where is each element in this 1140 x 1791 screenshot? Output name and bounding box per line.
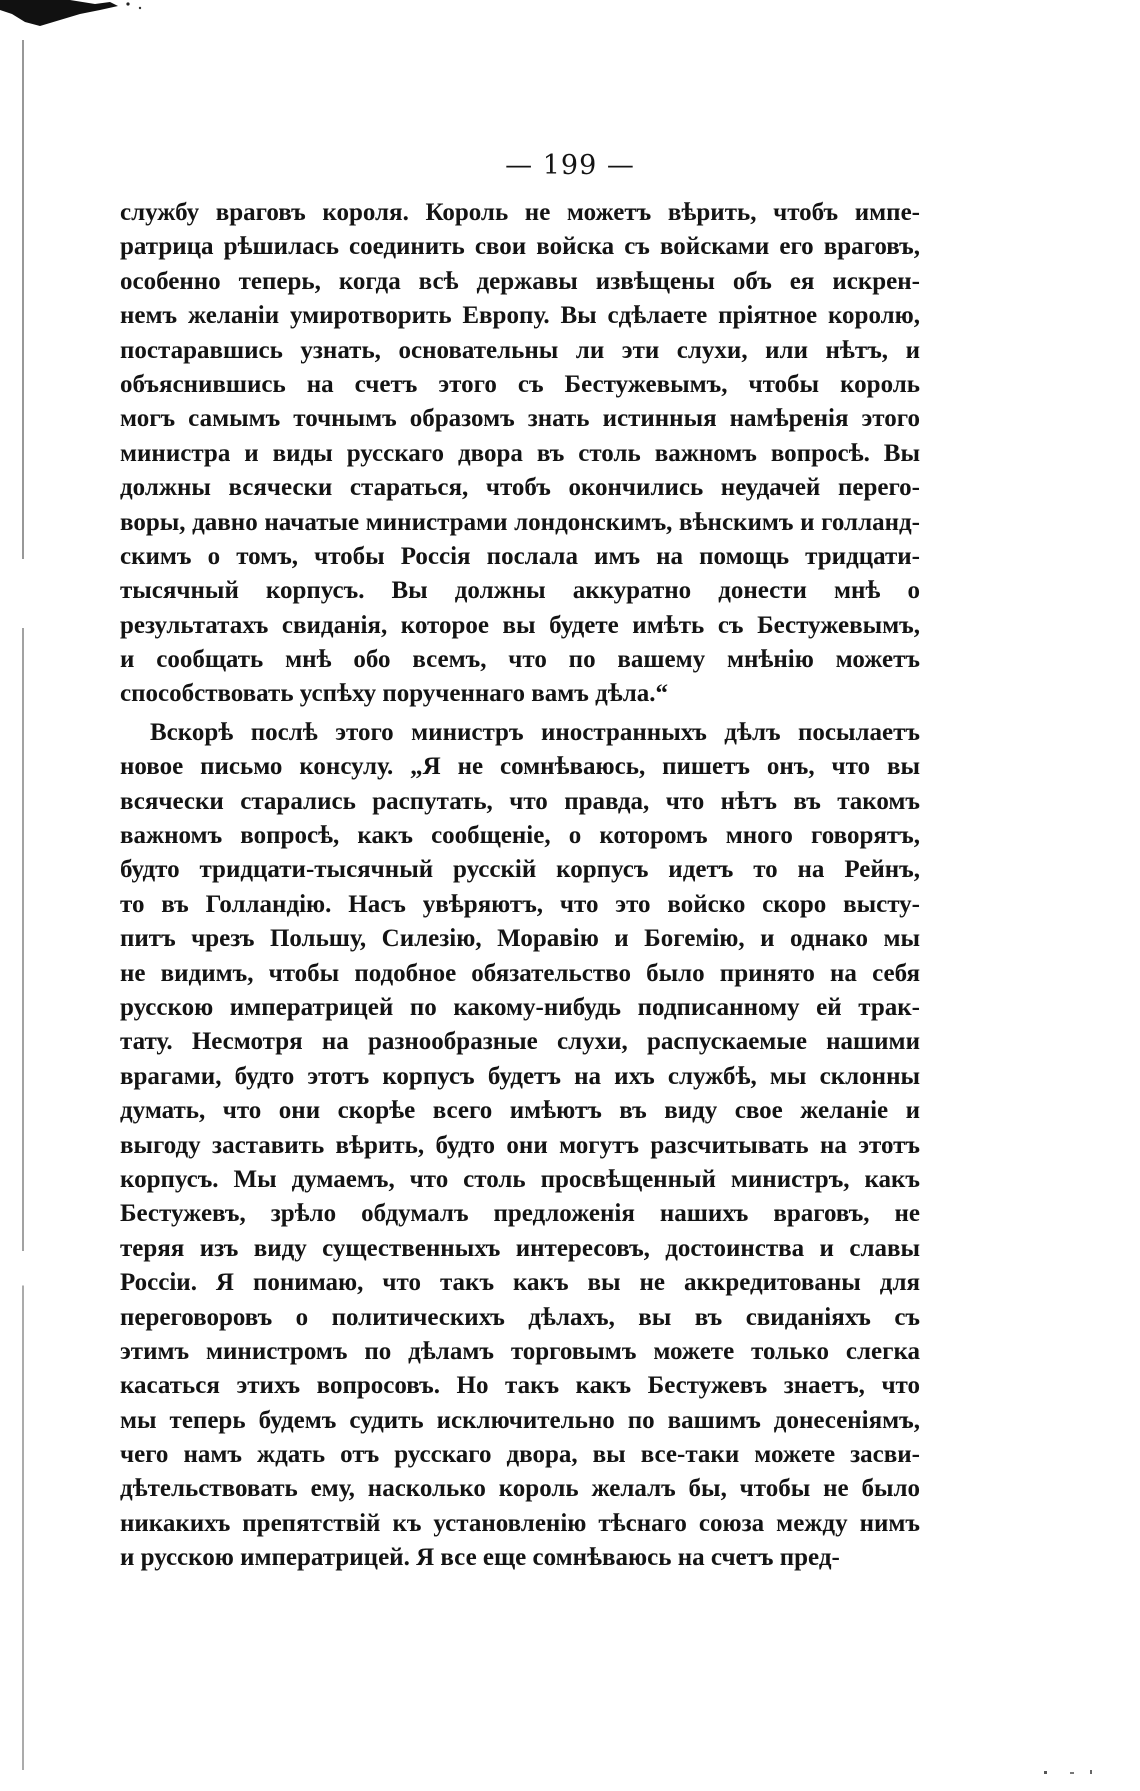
scan-page-edge <box>22 40 24 1770</box>
page-number: — 199 — <box>505 150 635 181</box>
text-line: новое письмо консулу. „Я не сомнѣваюсь, пишетъ онъ, что вы <box>120 753 920 781</box>
text-line: и русскою императрицей. Я все еще сомнѣваюсь на счетъ пред- <box>120 1544 840 1572</box>
text-line: этимъ министромъ по дѣламъ торговымъ можете только слегка <box>120 1337 920 1365</box>
text-line: питъ чрезъ Польшу, Силезію, Моравію и Богемію, и однако мы <box>120 925 920 953</box>
text-line: постаравшись узнать, основательны ли эти слухи, или нѣтъ, и <box>120 336 920 364</box>
text-line: Вскорѣ послѣ этого министръ иностранныхъ дѣлъ посылаетъ <box>150 718 920 746</box>
body-text <box>120 196 920 1576</box>
paragraph <box>120 196 920 712</box>
text-line: министра и виды русскаго двора въ столь важномъ вопросѣ. Вы <box>120 439 920 467</box>
text-line: русскою императрицей по какому-нибудь подписанному ей трак- <box>120 993 920 1021</box>
text-line: Россіи. Я понимаю, что такъ какъ вы не аккредитованы для <box>120 1269 920 1297</box>
text-line: теряя изъ виду существенныхъ интересовъ, достоинства и славы <box>120 1234 920 1262</box>
text-line: результатахъ свиданія, которое вы будете имѣть съ Бестужевымъ, <box>120 611 920 639</box>
text-line: врагами, будто этотъ корпусъ будетъ на ихъ службѣ, мы склонны <box>120 1062 920 1090</box>
text-line: важномъ вопросѣ, какъ сообщеніе, о которомъ много говорятъ, <box>120 822 920 850</box>
text-line: и сообщать мнѣ обо всемъ, что по вашему мнѣнію можетъ <box>120 646 920 674</box>
text-line: воры, давно начатые министрами лондонскимъ, вѣнскимъ и голланд- <box>120 508 920 536</box>
text-line: корпусъ. Мы думаемъ, что столь просвѣщенный министръ, какъ <box>120 1165 920 1193</box>
text-line: думать, что они скорѣе всего имѣютъ въ виду свое желаніе и <box>120 1097 920 1125</box>
text-line: скимъ о томъ, чтобы Россія послала имъ на помощь тридцати- <box>120 542 920 570</box>
text-line: могъ самымъ точнымъ образомъ знать истинныя намѣренія этого <box>120 405 920 433</box>
text-line: чего намъ ждать отъ русскаго двора, вы все-таки можете засви- <box>120 1441 920 1469</box>
text-line: касаться этихъ вопросовъ. Но такъ какъ Бестужевъ знаетъ, что <box>120 1372 920 1400</box>
text-line: не видимъ, чтобы подобное обязательство было принято на себя <box>120 959 920 987</box>
scan-specks <box>1040 1769 1100 1777</box>
text-line: Бестужевъ, зрѣло обдумалъ предложенія нашихъ враговъ, не <box>120 1200 920 1228</box>
text-line: объяснившись на счетъ этого съ Бестужевымъ, чтобы король <box>120 370 920 398</box>
text-line: дѣтельствовать ему, насколько король желалъ бы, чтобы не было <box>120 1475 920 1503</box>
text-line: тысячный корпусъ. Вы должны аккуратно донести мнѣ о <box>120 577 920 605</box>
text-line: то въ Голландію. Насъ увѣряютъ, что это войско скоро высту- <box>120 890 920 918</box>
text-line: способствовать успѣху порученнаго вамъ дѣла.“ <box>120 680 669 708</box>
paragraph <box>120 716 920 1576</box>
text-line: службу враговъ короля. Король не можетъ вѣрить, чтобъ импе- <box>120 199 920 226</box>
text-line: ратрица рѣшилась соединить свои войска съ войсками его враговъ, <box>120 233 920 261</box>
text-line: переговоровъ о политическихъ дѣлахъ, вы въ свиданіяхъ съ <box>120 1303 920 1331</box>
text-line: мы теперь будемъ судить исключительно по вашимъ донесеніямъ, <box>120 1406 920 1434</box>
scan-ink-blot <box>0 0 150 30</box>
text-line: тату. Несмотря на разнообразные слухи, распускаемые нашими <box>120 1028 920 1056</box>
text-line: никакихъ препятствій къ установленію тѣснаго союза между нимъ <box>120 1509 920 1537</box>
text-line: всячески старались распутать, что правда, что нѣтъ въ такомъ <box>120 787 920 815</box>
text-line: должны всячески стараться, чтобъ окончились неудачей перего- <box>120 474 920 502</box>
text-line: немъ желаніи умиротворить Европу. Вы сдѣлаете пріятное королю, <box>120 302 920 330</box>
text-line: выгоду заставить вѣрить, будто они могутъ разсчитывать на этотъ <box>120 1131 920 1159</box>
text-line: будто тридцати-тысячный русскій корпусъ идетъ то на Рейнъ, <box>120 856 920 884</box>
text-line: особенно теперь, когда всѣ державы извѣщены объ ея искрен- <box>120 267 920 295</box>
